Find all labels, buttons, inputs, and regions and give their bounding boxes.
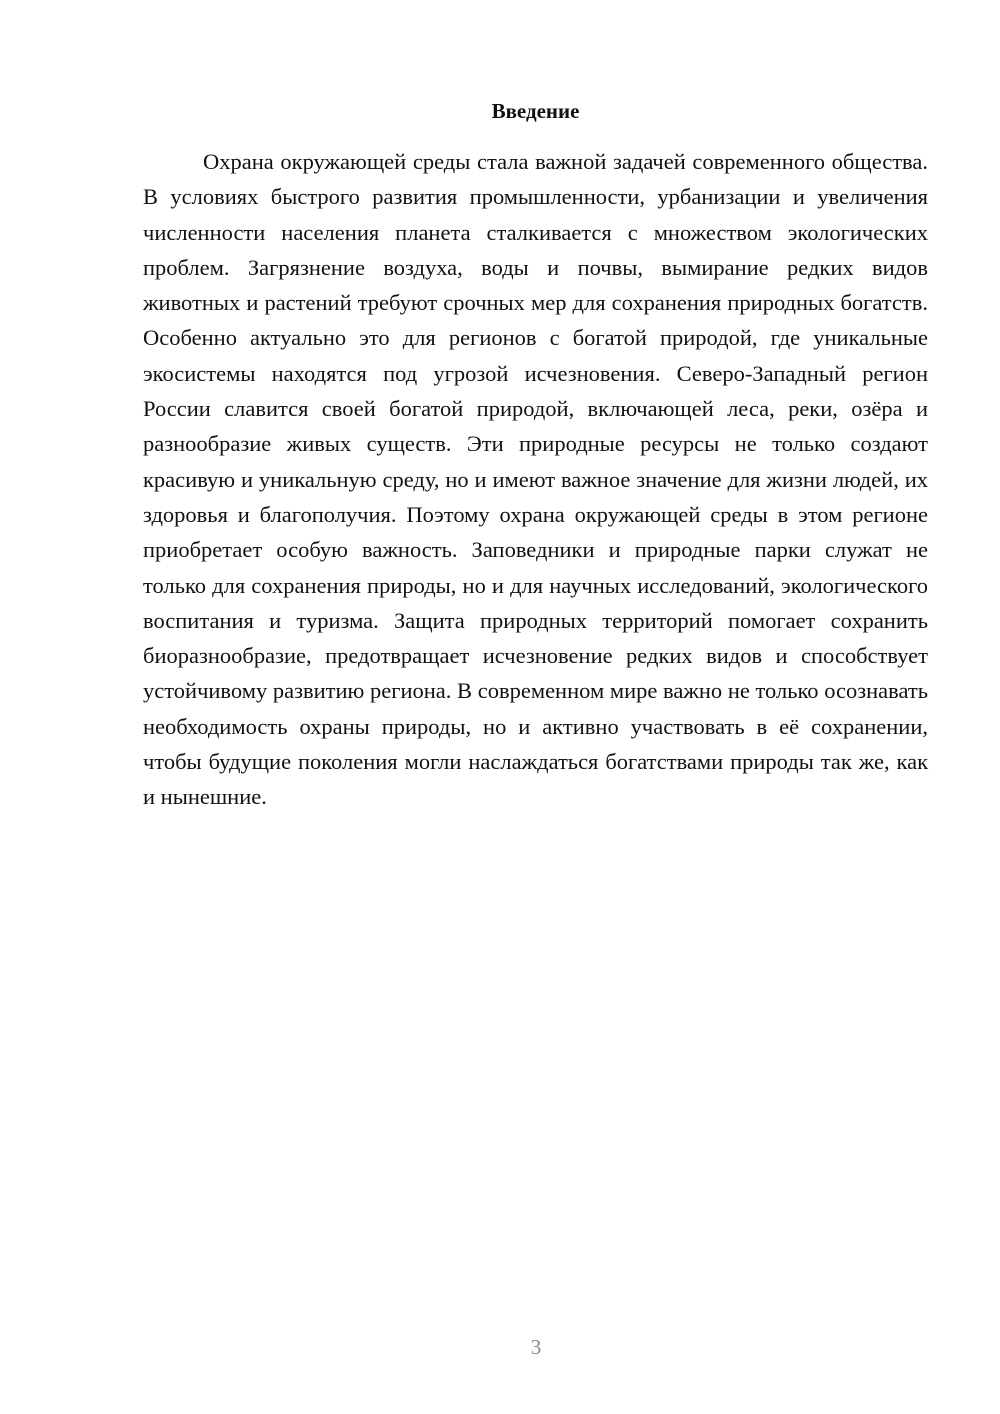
page-number: 3 (530, 1335, 542, 1359)
body-paragraph: Охрана окружающей среды стала важной задачей современного общества. В условиях быстрого развития промышленности, урбанизации и увеличения численности населения планета сталкивается с множеством экологических проблем. Загрязнение воздуха, воды и почвы, вымирание редких видов животных и растений требуют срочных мер для сохранения природных богатств. Особенно актуально это для регионов с богатой природой, где уникальные экосистемы находятся под угрозой исчезновения. Северо-Западный регион России славится своей богатой природой, включающей леса, реки, озёра и разнообразие живых существ. Эти природные ресурсы не только создают красивую и уникальную среду, но и имеют важное значение для жизни людей, их здоровья и благополучия. Поэтому охрана окружающей среды в этом регионе приобретает особую важность. Заповедники и природные парки служат не только для сохранения природы, но и для научных исследований, экологического воспитания и туризма. Защита природных территорий помогает сохранить биоразнообразие, предотвращает исчезновение редких видов и способствует устойчивому развитию региона. В современном мире важно не только осознавать необходимость охраны природы, но и активно участвовать в её сохранении, чтобы будущие поколения могли наслаждаться богатствами природы так же, как и нынешние. (143, 149, 928, 810)
section-heading: Введение (491, 99, 580, 123)
